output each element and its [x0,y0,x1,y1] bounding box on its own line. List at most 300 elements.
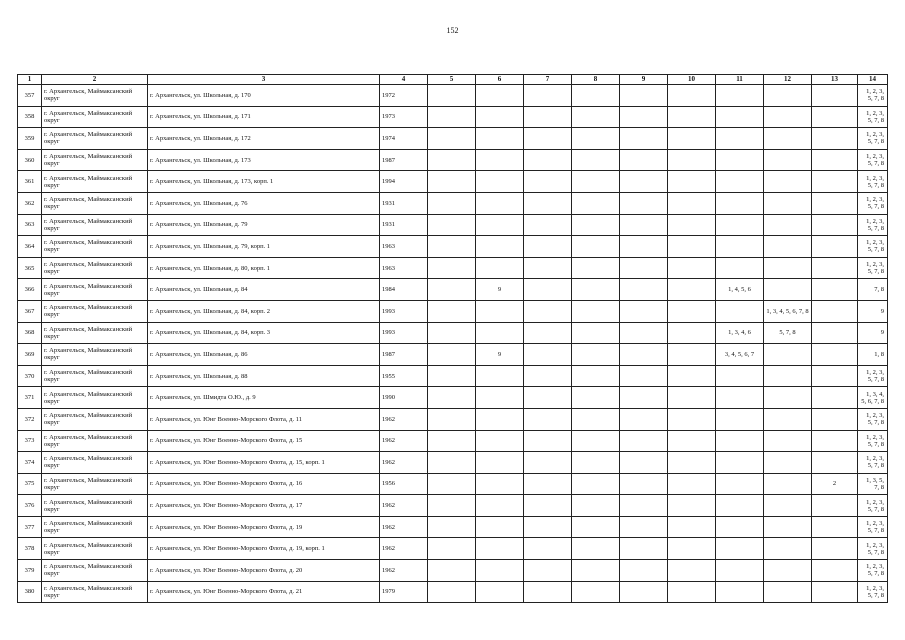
col7-cell [524,581,572,603]
table-row [18,236,888,258]
col6-cell [476,192,524,214]
col5-cell [428,430,476,452]
col9-cell [620,192,668,214]
col8-cell [572,538,620,560]
data-table [17,74,888,603]
table-row [18,473,888,495]
col6-cell [476,128,524,150]
col9-cell [620,322,668,344]
col6-cell: 9 [476,344,524,366]
row-number: 368 [18,322,42,344]
col14-cell: 1, 2, 3, 5, 7, 8 [858,171,888,193]
row-number: 357 [18,85,42,107]
col10-cell [668,430,716,452]
col7-cell [524,171,572,193]
col12-cell [764,430,812,452]
district-cell: г. Архангельск, Маймаксанский округ [42,300,148,322]
col6-cell [476,430,524,452]
col10-cell [668,560,716,582]
col7-cell [524,538,572,560]
col-header-14: 14 [858,75,888,85]
year-cell: 1962 [380,408,428,430]
col8-cell [572,365,620,387]
col11-cell [716,495,764,517]
col14-cell: 1, 2, 3, 5, 7, 8 [858,128,888,150]
col6-cell [476,538,524,560]
address-cell: г. Архангельск, ул. Юнг Военно-Морского Флота, д. 15, корп. 1 [148,452,380,474]
district-cell: г. Архангельск, Маймаксанский округ [42,85,148,107]
col13-cell [812,106,858,128]
table-row [18,581,888,603]
col14-cell: 1, 2, 3, 5, 7, 8 [858,516,888,538]
col8-cell [572,192,620,214]
col12-cell [764,452,812,474]
col13-cell [812,279,858,301]
col11-cell [716,257,764,279]
row-number: 359 [18,128,42,150]
col11-cell [716,85,764,107]
year-cell: 1979 [380,581,428,603]
col6-cell [476,106,524,128]
col6-cell [476,149,524,171]
col6-cell [476,581,524,603]
col8-cell [572,214,620,236]
col8-cell [572,128,620,150]
col7-cell [524,214,572,236]
col14-cell: 1, 2, 3, 5, 7, 8 [858,106,888,128]
district-cell: г. Архангельск, Маймаксанский округ [42,279,148,301]
col12-cell [764,538,812,560]
col10-cell [668,538,716,560]
col9-cell [620,581,668,603]
table-row [18,538,888,560]
col14-cell: 1, 2, 3, 5, 7, 8 [858,149,888,171]
col10-cell [668,106,716,128]
col6-cell [476,473,524,495]
col11-cell [716,300,764,322]
col13-cell [812,581,858,603]
col5-cell [428,236,476,258]
col11-cell [716,171,764,193]
col9-cell [620,538,668,560]
col10-cell [668,236,716,258]
col8-cell [572,473,620,495]
col13-cell [812,128,858,150]
col10-cell [668,581,716,603]
col9-cell [620,257,668,279]
col9-cell [620,300,668,322]
col5-cell [428,365,476,387]
row-number: 367 [18,300,42,322]
col12-cell [764,214,812,236]
col12-cell [764,171,812,193]
col11-cell [716,516,764,538]
col-header-1: 1 [18,75,42,85]
row-number: 378 [18,538,42,560]
col13-cell [812,171,858,193]
district-cell: г. Архангельск, Маймаксанский округ [42,322,148,344]
col5-cell [428,516,476,538]
row-number: 374 [18,452,42,474]
row-number: 362 [18,192,42,214]
col7-cell [524,106,572,128]
col12-cell [764,560,812,582]
col12-cell [764,495,812,517]
col14-cell: 1, 2, 3, 5, 7, 8 [858,495,888,517]
col7-cell [524,149,572,171]
row-number: 380 [18,581,42,603]
address-cell: г. Архангельск, ул. Юнг Военно-Морского Флота, д. 20 [148,560,380,582]
col14-cell: 1, 2, 3, 5, 7, 8 [858,560,888,582]
table-row [18,516,888,538]
col8-cell [572,408,620,430]
district-cell: г. Архангельск, Маймаксанский округ [42,344,148,366]
col12-cell [764,279,812,301]
col11-cell: 1, 3, 4, 6 [716,322,764,344]
col10-cell [668,473,716,495]
col9-cell [620,495,668,517]
col9-cell [620,516,668,538]
year-cell: 1931 [380,192,428,214]
district-cell: г. Архангельск, Маймаксанский округ [42,387,148,409]
address-cell: г. Архангельск, ул. Юнг Военно-Морского Флота, д. 16 [148,473,380,495]
row-number: 369 [18,344,42,366]
col5-cell [428,279,476,301]
col10-cell [668,171,716,193]
col-header-8: 8 [572,75,620,85]
col14-cell: 1, 3, 5, 7, 8 [858,473,888,495]
col9-cell [620,344,668,366]
table-row [18,322,888,344]
col10-cell [668,192,716,214]
col11-cell [716,581,764,603]
table-row [18,192,888,214]
col11-cell [716,214,764,236]
col-header-11: 11 [716,75,764,85]
district-cell: г. Архангельск, Маймаксанский округ [42,171,148,193]
row-number: 377 [18,516,42,538]
col5-cell [428,85,476,107]
col8-cell [572,279,620,301]
row-number: 365 [18,257,42,279]
col12-cell [764,106,812,128]
address-cell: г. Архангельск, ул. Юнг Военно-Морского Флота, д. 21 [148,581,380,603]
district-cell: г. Архангельск, Маймаксанский округ [42,560,148,582]
year-cell: 1994 [380,171,428,193]
col14-cell: 1, 2, 3, 5, 7, 8 [858,214,888,236]
table-row [18,430,888,452]
address-cell: г. Архангельск, ул. Школьная, д. 173 [148,149,380,171]
row-number: 370 [18,365,42,387]
col7-cell [524,192,572,214]
table-row [18,149,888,171]
col11-cell [716,408,764,430]
year-cell: 1990 [380,387,428,409]
col9-cell [620,171,668,193]
col13-cell [812,236,858,258]
col6-cell [476,322,524,344]
col8-cell [572,322,620,344]
col7-cell [524,322,572,344]
col5-cell [428,171,476,193]
col9-cell [620,236,668,258]
col11-cell [716,452,764,474]
col13-cell [812,408,858,430]
col-header-6: 6 [476,75,524,85]
district-cell: г. Архангельск, Маймаксанский округ [42,149,148,171]
col9-cell [620,473,668,495]
col-header-9: 9 [620,75,668,85]
col7-cell [524,128,572,150]
district-cell: г. Архангельск, Маймаксанский округ [42,516,148,538]
page-number: 152 [446,26,459,35]
col13-cell [812,452,858,474]
table-row [18,300,888,322]
col10-cell [668,214,716,236]
col14-cell: 1, 3, 4, 5, 6, 7, 8 [858,387,888,409]
col5-cell [428,538,476,560]
table-row [18,85,888,107]
table-row [18,279,888,301]
address-cell: г. Архангельск, ул. Шмидта О.Ю., д. 9 [148,387,380,409]
col10-cell [668,128,716,150]
col13-cell [812,495,858,517]
col5-cell [428,408,476,430]
col8-cell [572,560,620,582]
col10-cell [668,408,716,430]
address-cell: г. Архангельск, ул. Юнг Военно-Морского Флота, д. 19, корп. 1 [148,538,380,560]
address-cell: г. Архангельск, ул. Школьная, д. 79 [148,214,380,236]
district-cell: г. Архангельск, Маймаксанский округ [42,581,148,603]
col9-cell [620,430,668,452]
col11-cell [716,149,764,171]
col5-cell [428,192,476,214]
col12-cell [764,257,812,279]
col13-cell [812,192,858,214]
col8-cell [572,516,620,538]
col11-cell [716,387,764,409]
table-row [18,452,888,474]
col7-cell [524,408,572,430]
year-cell: 1987 [380,149,428,171]
col-header-7: 7 [524,75,572,85]
col5-cell [428,495,476,517]
address-cell: г. Архангельск, ул. Юнг Военно-Морского Флота, д. 15 [148,430,380,452]
table-body [18,85,888,603]
year-cell: 1972 [380,85,428,107]
col12-cell [764,408,812,430]
col7-cell [524,257,572,279]
year-cell: 1962 [380,538,428,560]
col6-cell [476,408,524,430]
col5-cell [428,322,476,344]
col13-cell [812,516,858,538]
col-header-12: 12 [764,75,812,85]
col7-cell [524,560,572,582]
col11-cell [716,365,764,387]
address-cell: г. Архангельск, ул. Школьная, д. 80, корп. 1 [148,257,380,279]
col8-cell [572,171,620,193]
year-cell: 1962 [380,430,428,452]
col6-cell [476,365,524,387]
district-cell: г. Архангельск, Маймаксанский округ [42,192,148,214]
col9-cell [620,387,668,409]
col14-cell: 7, 8 [858,279,888,301]
col5-cell [428,452,476,474]
row-number: 376 [18,495,42,517]
table-row [18,344,888,366]
col7-cell [524,495,572,517]
table-row [18,387,888,409]
year-cell: 1974 [380,128,428,150]
col12-cell [764,149,812,171]
row-number: 375 [18,473,42,495]
col14-cell: 1, 2, 3, 5, 7, 8 [858,85,888,107]
col6-cell [476,236,524,258]
col12-cell [764,344,812,366]
year-cell: 1984 [380,279,428,301]
table-row [18,171,888,193]
col-header-3: 3 [148,75,380,85]
year-cell: 1955 [380,365,428,387]
col13-cell [812,85,858,107]
row-number: 372 [18,408,42,430]
col12-cell [764,192,812,214]
col6-cell [476,560,524,582]
year-cell: 1963 [380,257,428,279]
col10-cell [668,300,716,322]
col14-cell: 1, 2, 3, 5, 7, 8 [858,581,888,603]
address-cell: г. Архангельск, ул. Школьная, д. 88 [148,365,380,387]
row-number: 363 [18,214,42,236]
district-cell: г. Архангельск, Маймаксанский округ [42,128,148,150]
col5-cell [428,344,476,366]
col13-cell [812,538,858,560]
district-cell: г. Архангельск, Маймаксанский округ [42,408,148,430]
table-row [18,214,888,236]
col13-cell [812,300,858,322]
col13-cell: 2 [812,473,858,495]
col10-cell [668,149,716,171]
col9-cell [620,408,668,430]
year-cell: 1956 [380,473,428,495]
col12-cell [764,236,812,258]
col6-cell [476,452,524,474]
year-cell: 1993 [380,322,428,344]
col12-cell: 1, 3, 4, 5, 6, 7, 8 [764,300,812,322]
table-row [18,408,888,430]
col9-cell [620,149,668,171]
address-cell: г. Архангельск, ул. Школьная, д. 172 [148,128,380,150]
col8-cell [572,344,620,366]
col5-cell [428,128,476,150]
col5-cell [428,214,476,236]
col7-cell [524,365,572,387]
district-cell: г. Архангельск, Маймаксанский округ [42,538,148,560]
district-cell: г. Архангельск, Маймаксанский округ [42,473,148,495]
col14-cell: 1, 2, 3, 5, 7, 8 [858,452,888,474]
district-cell: г. Архангельск, Маймаксанский округ [42,214,148,236]
table-row [18,128,888,150]
table-row [18,106,888,128]
address-cell: г. Архангельск, ул. Школьная, д. 170 [148,85,380,107]
year-cell: 1993 [380,300,428,322]
address-cell: г. Архангельск, ул. Школьная, д. 76 [148,192,380,214]
col10-cell [668,344,716,366]
col9-cell [620,365,668,387]
col11-cell: 1, 4, 5, 6 [716,279,764,301]
year-cell: 1987 [380,344,428,366]
col7-cell [524,516,572,538]
col8-cell [572,149,620,171]
year-cell: 1963 [380,236,428,258]
col7-cell [524,236,572,258]
address-cell: г. Архангельск, ул. Юнг Военно-Морского Флота, д. 11 [148,408,380,430]
header-row [18,75,888,85]
col11-cell [716,538,764,560]
col7-cell [524,387,572,409]
district-cell: г. Архангельск, Маймаксанский округ [42,365,148,387]
col9-cell [620,128,668,150]
col8-cell [572,106,620,128]
row-number: 361 [18,171,42,193]
col11-cell [716,192,764,214]
col7-cell [524,344,572,366]
col8-cell [572,300,620,322]
table-row [18,257,888,279]
col10-cell [668,387,716,409]
col7-cell [524,430,572,452]
col7-cell [524,300,572,322]
address-cell: г. Архангельск, ул. Школьная, д. 84, корп. 2 [148,300,380,322]
col14-cell: 9 [858,322,888,344]
row-number: 364 [18,236,42,258]
col10-cell [668,322,716,344]
col5-cell [428,106,476,128]
district-cell: г. Архангельск, Маймаксанский округ [42,452,148,474]
district-cell: г. Архангельск, Маймаксанский округ [42,430,148,452]
col10-cell [668,516,716,538]
col9-cell [620,452,668,474]
col8-cell [572,257,620,279]
col6-cell [476,257,524,279]
col12-cell [764,128,812,150]
col10-cell [668,495,716,517]
col14-cell: 1, 2, 3, 5, 7, 8 [858,365,888,387]
col6-cell [476,516,524,538]
col5-cell [428,387,476,409]
col12-cell [764,516,812,538]
col5-cell [428,257,476,279]
col11-cell: 3, 4, 5, 6, 7 [716,344,764,366]
col11-cell [716,473,764,495]
col6-cell: 9 [476,279,524,301]
col14-cell: 1, 2, 3, 5, 7, 8 [858,236,888,258]
col8-cell [572,236,620,258]
col13-cell [812,214,858,236]
col-header-10: 10 [668,75,716,85]
address-cell: г. Архангельск, ул. Школьная, д. 173, корп. 1 [148,171,380,193]
row-number: 371 [18,387,42,409]
col11-cell [716,128,764,150]
col14-cell: 1, 2, 3, 5, 7, 8 [858,257,888,279]
year-cell: 1931 [380,214,428,236]
col8-cell [572,452,620,474]
col7-cell [524,452,572,474]
address-cell: г. Архангельск, ул. Школьная, д. 86 [148,344,380,366]
year-cell: 1973 [380,106,428,128]
col7-cell [524,85,572,107]
